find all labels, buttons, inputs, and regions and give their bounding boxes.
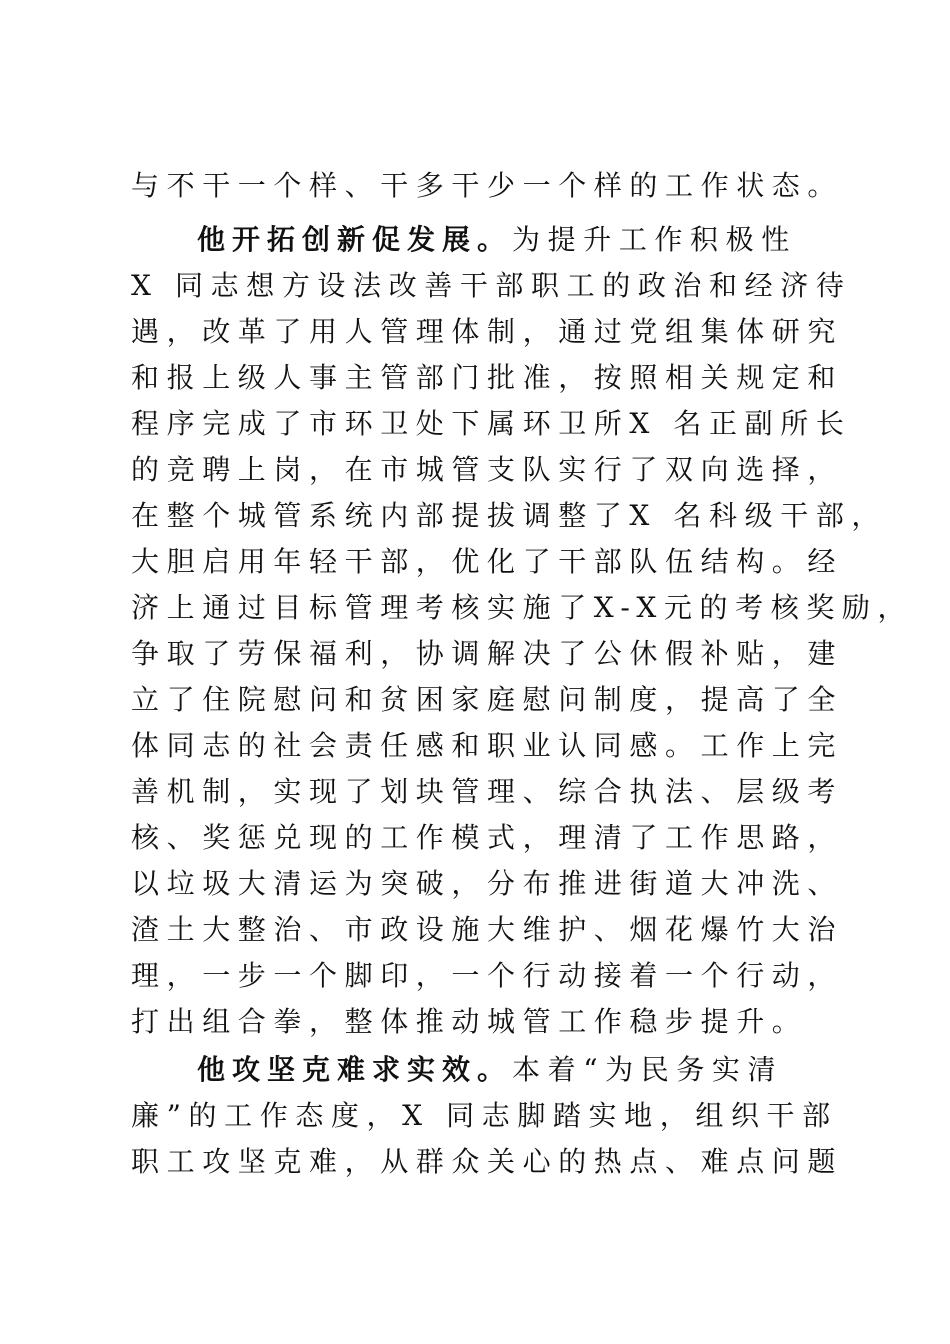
paragraph-heading: 他攻坚克难求实效。 (197, 1053, 513, 1086)
text-line: 职工攻坚克难，从群众关心的热点、难点问题 (131, 1145, 844, 1178)
text-line: 立了住院慰问和贫困家庭慰问制度，提高了全 (131, 683, 844, 716)
text-line: 程序完成了市环卫处下属环卫所X 名正副所长 (131, 407, 852, 440)
paragraph-heading: 他开拓创新促发展。 (197, 223, 513, 256)
text-line: 理，一步一个脚印，一个行动接着一个行动， (131, 959, 844, 992)
paragraph-first-line (197, 1050, 831, 1090)
text-line: 打出组合拳，整体推动城管工作稳步提升。 (131, 1005, 808, 1038)
paragraph-first-line (197, 220, 831, 260)
text-line: 在整个城管系统内部提拔调整了X 名科级干部， (131, 499, 888, 532)
text-line: 济上通过目标管理考核实施了X-X元的考核奖励， (131, 591, 914, 624)
paragraph-text: 本着“为民务实清 (512, 1053, 784, 1086)
text-line: 以垃圾大清运为突破，分布推进街道大冲洗、 (131, 867, 844, 900)
text-line: 的竞聘上岗，在市城管支队实行了双向选择， (131, 453, 844, 486)
text-line: X 同志想方设法改善干部职工的政治和经济待 (131, 269, 852, 302)
text-line: 渣土大整治、市政设施大维护、烟花爆竹大治 (131, 913, 844, 946)
text-line: 核、奖惩兑现的工作模式，理清了工作思路， (131, 821, 844, 854)
text-line: 体同志的社会责任感和职业认同感。工作上完 (131, 729, 844, 762)
text-line: 大胆启用年轻干部，优化了干部队伍结构。经 (131, 545, 844, 578)
text-line: 善机制，实现了划块管理、综合执法、层级考 (131, 775, 844, 808)
text-line: 廉”的工作态度，X 同志脚踏实地，组织干部 (131, 1099, 838, 1132)
text-line: 遇，改革了用人管理体制，通过党组集体研究 (131, 315, 844, 348)
text-line: 与不干一个样、干多干少一个样的工作状态。 (131, 169, 844, 202)
text-line: 争取了劳保福利，协调解决了公休假补贴，建 (131, 637, 844, 670)
paragraph-text: 为提升工作积极性 (512, 223, 797, 256)
text-line: 和报上级人事主管部门批准，按照相关规定和 (131, 361, 844, 394)
